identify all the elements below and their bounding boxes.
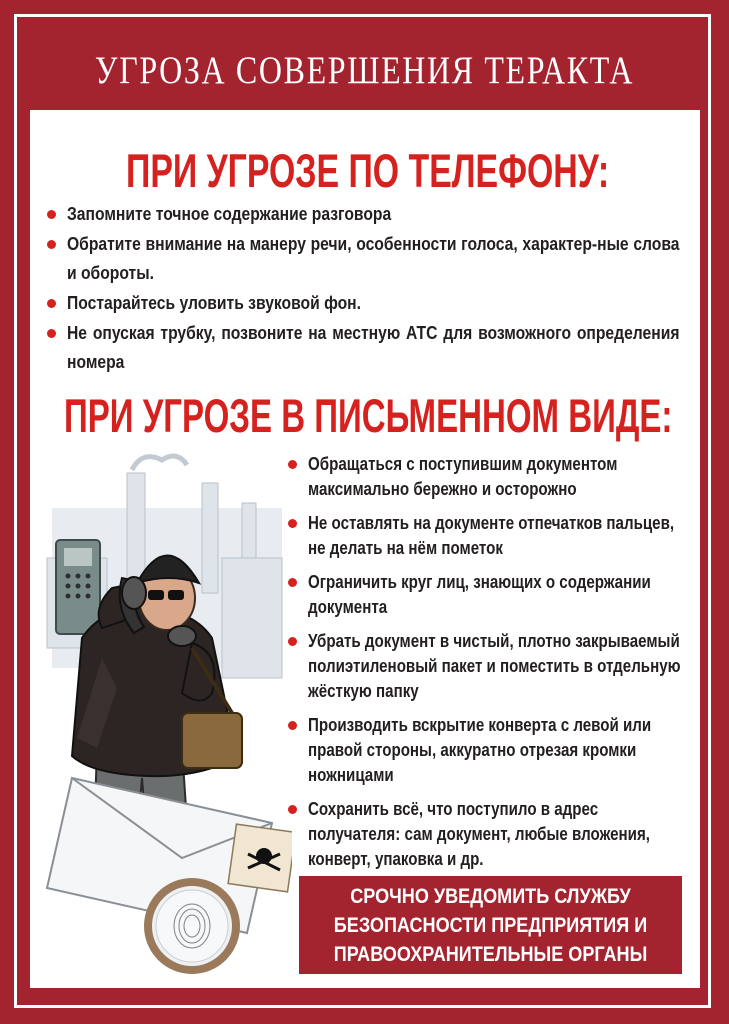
list-item: Обратите внимание на манеру речи, особенности голоса, характер-ные слова и обороты.	[45, 230, 690, 288]
notify-security-callout	[299, 876, 682, 974]
skull-note-icon	[228, 824, 292, 892]
list-item: Не опуская трубку, позвоните на местную АТС для возможного определения номера	[45, 319, 690, 377]
threat-caller-illustration	[42, 448, 292, 976]
list-item: Ограничить круг лиц, знающих о содержании документа	[286, 570, 696, 620]
alert-line: БЕЗОПАСНОСТИ ПРЕДПРИЯТИЯ И	[333, 913, 648, 937]
phone-instructions-list	[45, 200, 690, 378]
list-item: Убрать документ в чистый, плотно закрываемый полиэтиленовый пакет и поместить в отдельную жёсткую папку	[286, 629, 696, 704]
list-item: Производить вскрытие конверта с левой или правой стороны, аккуратно отрезая кромки ножницами	[286, 713, 696, 788]
alert-line: ПРАВООХРАНИТЕЛЬНЫЕ ОРГАНЫ	[333, 942, 648, 966]
list-item: Сохранить всё, что поступило в адрес получателя: сам документ, любые вложения, конверт, упаковка и др.	[286, 797, 696, 872]
list-item: Постарайтесь уловить звуковой фон.	[45, 289, 690, 318]
poster-title: УГРОЗА СОВЕРШЕНИЯ ТЕРАКТА	[94, 49, 635, 92]
magnifier-icon	[148, 882, 236, 970]
phone-threat-heading: ПРИ УГРОЗЕ ПО ТЕЛЕФОНУ:	[126, 144, 610, 197]
list-item: Запомните точное содержание разговора	[45, 200, 690, 229]
list-item: Не оставлять на документе отпечатков пальцев, не делать на нём пометок	[286, 511, 696, 561]
written-threat-heading: ПРИ УГРОЗЕ В ПИСЬМЕННОМ ВИДЕ:	[64, 389, 673, 442]
alert-line: СРОЧНО УВЕДОМИТЬ СЛУЖБУ	[350, 884, 631, 908]
list-item: Обращаться с поступившим документом максимально бережно и осторожно	[286, 452, 696, 502]
written-threat-instructions-list	[286, 452, 696, 881]
